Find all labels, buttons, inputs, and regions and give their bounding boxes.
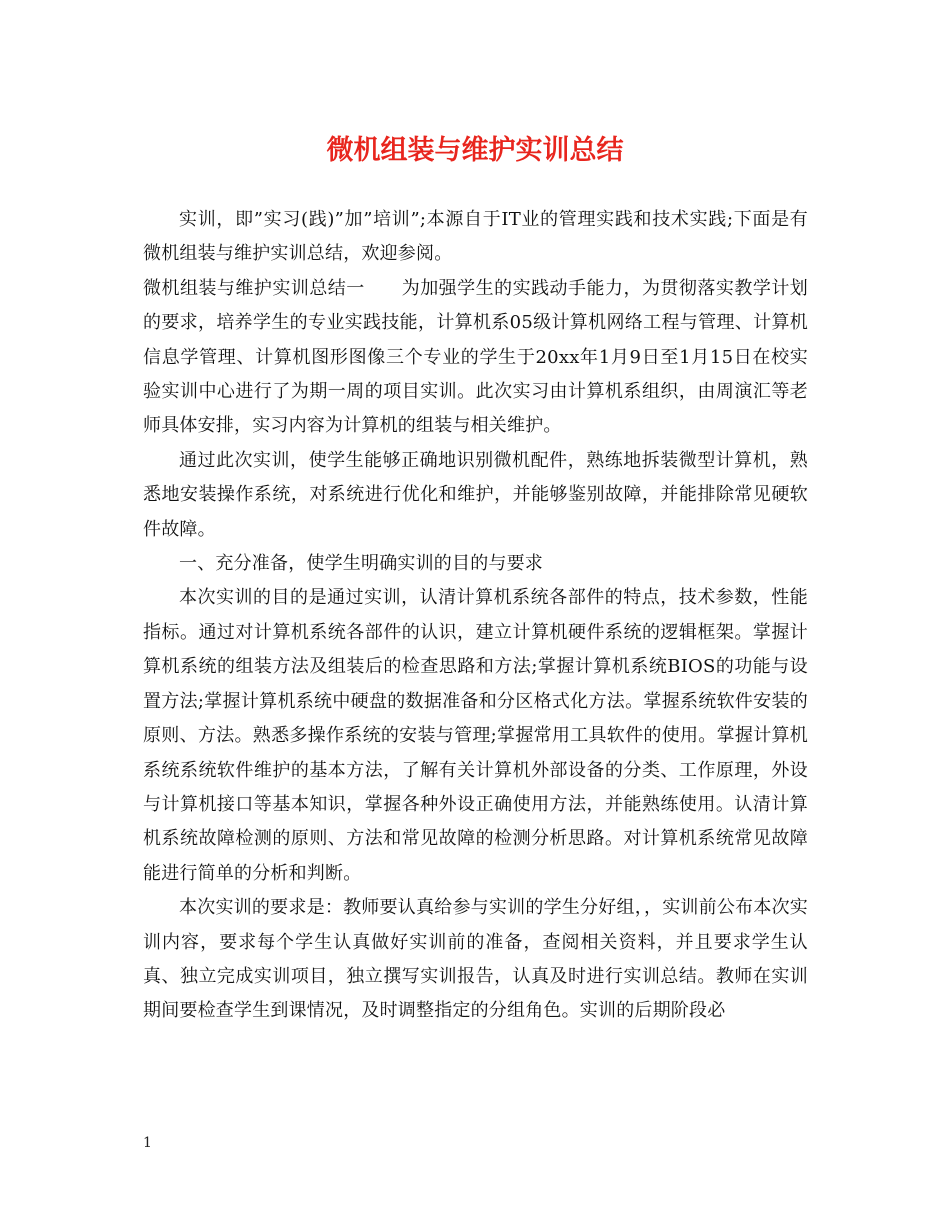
document-body [143,203,808,1029]
section-heading: 一、充分准备，使学生明确实训的目的与要求 [179,553,543,575]
section-one-paragraph: 微机组装与维护实训总结一 为加强学生的实践动手能力，为贯彻落实教学计划的要求，培养学生的专业实践技能，计算机系05级计算机网络工程与管理、计算机信息学管理、计算机图形图像三个专业的学生于20xx年1月9日至1月15日在校实验实训中心进行了为期一周的项目实训。此次实习由计算机系组织，由周演汇等老师具体安排，实习内容为计算机的组装与相关维护。 [143,277,808,437]
intro-paragraph: 实训，即”实习(践)”加”培训”;本源自于IT业的管理实践和技术实践;下面是有微机组装与维护实训总结，欢迎参阅。 [143,209,808,265]
purpose-paragraph: 本次实训的目的是通过实训，认清计算机系统各部件的特点，技术参数，性能指标。通过对计算机系统各部件的认识，建立计算机硬件系统的逻辑框架。掌握计算机系统的组装方法及组装后的检查思路和方法;掌握计算机系统BIOS的功能与设置方法;掌握计算机系统中硬盘的数据准备和分区格式化方法。掌握系统软件安装的原则、方法。熟悉多操作系统的安装与管理;掌握常用工具软件的使用。掌握计算机系统系统软件维护的基本方法，了解有关计算机外部设备的分类、工作原理，外设与计算机接口等基本知识，掌握各种外设正确使用方法，并能熟练使用。认清计算机系统故障检测的原则、方法和常见故障的检测分析思路。对计算机系统常见故障能进行简单的分析和判断。 [143,587,808,884]
training-goal-paragraph: 通过此次实训，使学生能够正确地识别微机配件，熟练地拆装微型计算机，熟悉地安装操作系统，对系统进行优化和维护，并能够鉴别故障，并能排除常见硬软件故障。 [143,449,808,540]
document-title: 微机组装与维护实训总结 [326,135,624,166]
requirements-paragraph: 本次实训的要求是：教师要认真给参与实训的学生分好组，，实训前公布本次实训内容，要求每个学生认真做好实训前的准备，查阅相关资料，并且要求学生认真、独立完成实训项目，独立撰写实训报告，认真及时进行实训总结。教师在实训期间要检查学生到课情况，及时调整指定的分组角色。实训的后期阶段必 [143,897,808,1022]
page-number: 1 [143,1135,152,1151]
